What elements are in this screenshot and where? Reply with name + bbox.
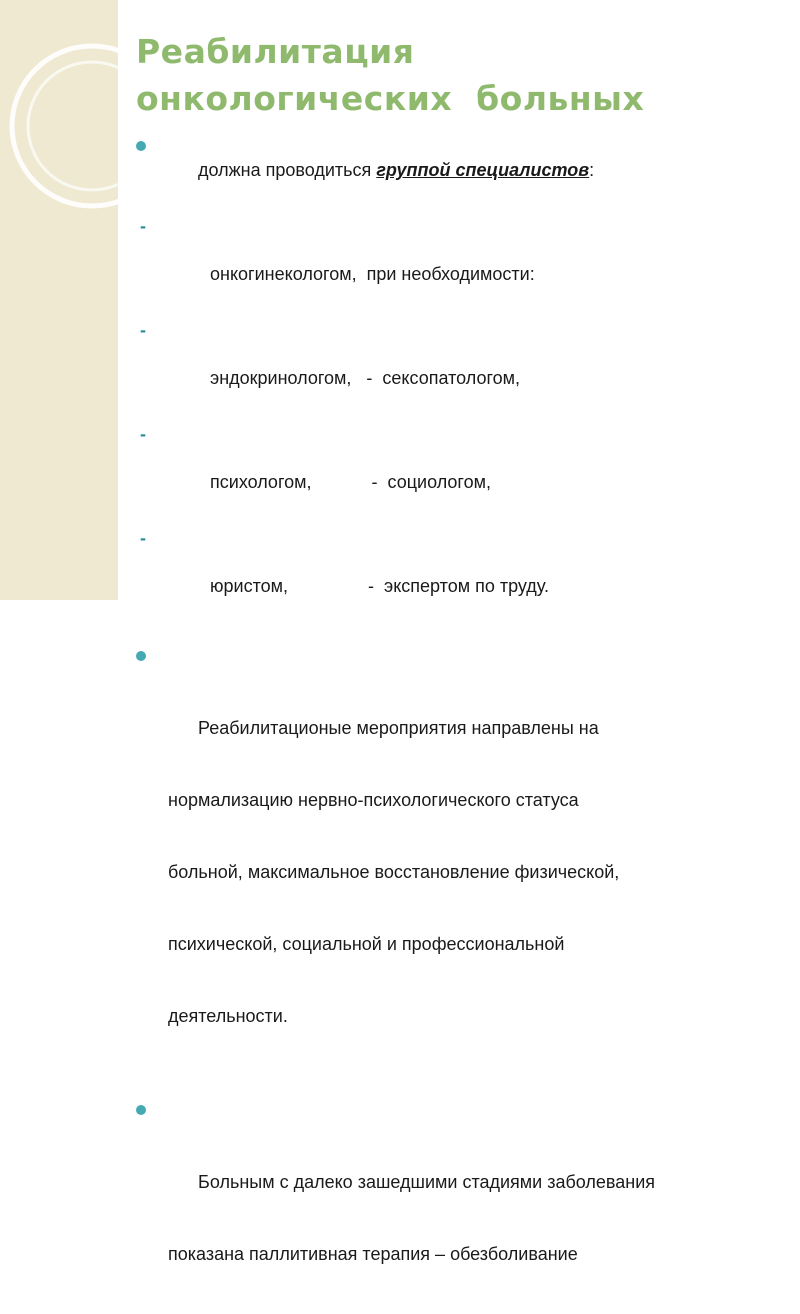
- specialist-text: юристом, - экспертом по труду.: [210, 576, 550, 596]
- intro-emphasis: группой специалистов: [376, 160, 590, 180]
- bullet-icon: [136, 1105, 146, 1115]
- specialist-text: психологом, - социологом,: [210, 472, 491, 492]
- spacer: [136, 622, 776, 644]
- dash-bullet: -: [140, 216, 146, 236]
- specialist-item: [136, 526, 776, 622]
- specialist-item: [136, 422, 776, 518]
- paragraph-line: больной, максимальное восстановление физической,: [168, 862, 620, 882]
- dash-bullet: -: [140, 424, 146, 444]
- paragraph-line: нормализацию нервно-психологического статуса: [168, 790, 579, 810]
- intro-suffix: :: [589, 160, 595, 180]
- intro-bullet: [136, 134, 776, 206]
- palliative-paragraph: [136, 1098, 776, 1314]
- specialist-item: [136, 318, 776, 414]
- dash-bullet: -: [140, 528, 146, 548]
- paragraph-line: Больным с далеко зашедшими стадиями заболевания: [168, 1172, 656, 1192]
- slide-body: [136, 134, 776, 1314]
- intro-prefix: должна проводиться: [198, 160, 377, 180]
- paragraph-line: Реабилитационые мероприятия направлены на: [168, 718, 599, 738]
- paragraph-line: психической, социальной и профессиональной: [168, 934, 565, 954]
- bullet-icon: [136, 141, 146, 151]
- title-line-1: Реабилитация: [136, 32, 415, 71]
- title-line-2: онкологических больных: [136, 79, 645, 118]
- paragraph-line: показана паллитивная терапия – обезболивание: [168, 1244, 578, 1264]
- bullet-icon: [136, 651, 146, 661]
- dash-bullet: -: [140, 320, 146, 340]
- paragraph-line: деятельности.: [168, 1006, 288, 1026]
- specialist-item: [136, 214, 776, 310]
- specialist-text: эндокринологом, - сексопатологом,: [210, 368, 521, 388]
- rehab-paragraph: [136, 644, 776, 1076]
- spacer: [136, 1076, 776, 1098]
- slide-title: [136, 28, 644, 122]
- specialist-text: онкогинекологом, при необходимости:: [210, 264, 535, 284]
